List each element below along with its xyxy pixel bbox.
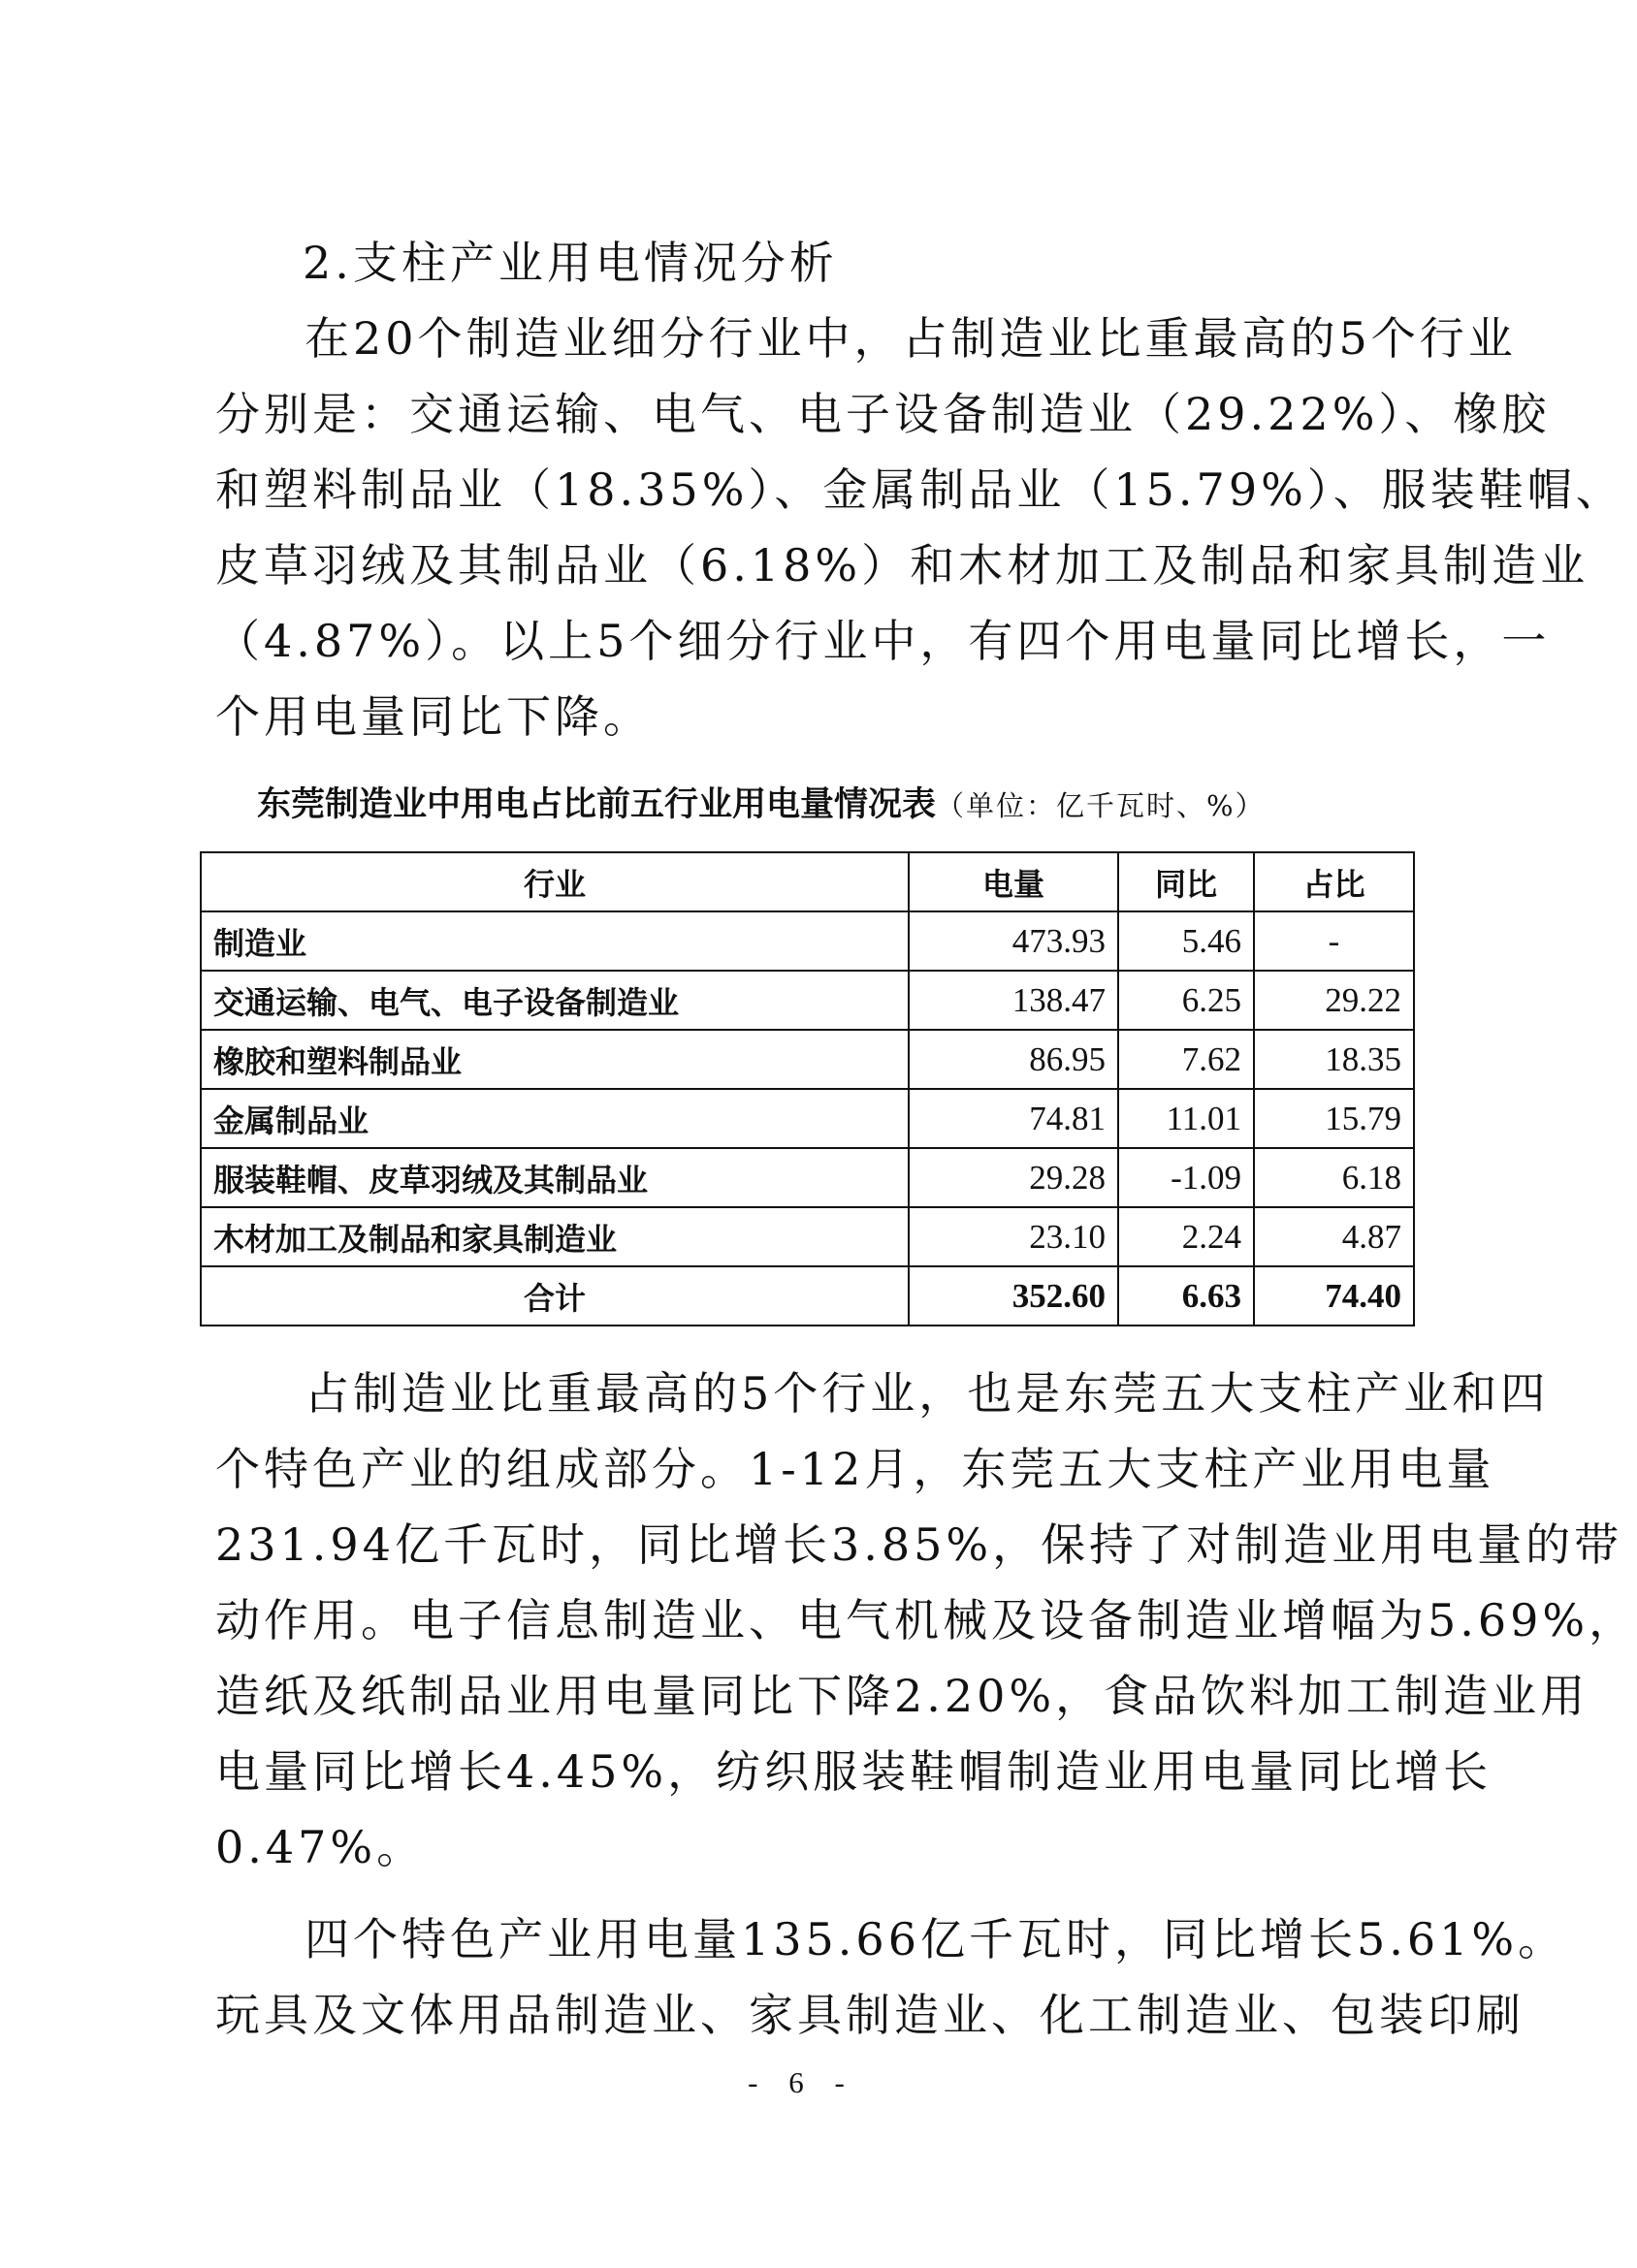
share-cell: 6.18	[1254, 1148, 1414, 1207]
column-header: 电量	[909, 852, 1118, 911]
table-row	[201, 911, 1414, 971]
paragraph-line: 四个特色产业用电量135.66亿千瓦时，同比增长5.61%。	[305, 1913, 1567, 1965]
paragraph-line: 皮草羽绒及其制品业（6.18%）和木材加工及制品和家具制造业	[215, 539, 1589, 591]
yoy-cell: 2.24	[1118, 1207, 1254, 1266]
power-cell: 29.28	[909, 1148, 1118, 1207]
column-header: 行业	[201, 852, 909, 911]
industry-cell: 制造业	[201, 911, 909, 971]
column-header: 占比	[1254, 852, 1414, 911]
table-caption	[257, 776, 1266, 835]
share-cell: 15.79	[1254, 1089, 1414, 1148]
total-label-cell: 合计	[201, 1266, 909, 1326]
paragraph-line: 动作用。电子信息制造业、电气机械及设备制造业增幅为5.69%，	[215, 1594, 1637, 1646]
industry-cell: 金属制品业	[201, 1089, 909, 1148]
paragraph-1	[215, 301, 1624, 754]
paragraph-line: 分别是：交通运输、电气、电子设备制造业（29.22%）、橡胶	[215, 388, 1551, 440]
yoy-cell: 7.62	[1118, 1030, 1254, 1089]
yoy-cell: -1.09	[1118, 1148, 1254, 1207]
paragraph-line: 电量同比增长4.45%，纺织服装鞋帽制造业用电量同比增长	[215, 1745, 1493, 1798]
share-cell: 18.35	[1254, 1030, 1414, 1089]
paragraph-line: 个用电量同比下降。	[215, 690, 652, 743]
industry-cell: 服装鞋帽、皮草羽绒及其制品业	[201, 1148, 909, 1207]
industry-cell: 木材加工及制品和家具制造业	[201, 1207, 909, 1266]
table-row	[201, 971, 1414, 1030]
section-heading: 2.支柱产业用电情况分析	[303, 237, 838, 289]
industry-cell: 交通运输、电气、电子设备制造业	[201, 971, 909, 1030]
total-power-cell: 352.60	[909, 1266, 1118, 1326]
power-cell: 473.93	[909, 911, 1118, 971]
paragraph-line: 占制造业比重最高的5个行业，也是东莞五大支柱产业和四	[305, 1367, 1550, 1420]
table-header-row	[201, 852, 1414, 911]
paragraph-line: 造纸及纸制品业用电量同比下降2.20%，食品饮料加工制造业用	[215, 1670, 1589, 1722]
total-share-cell: 74.40	[1254, 1266, 1414, 1326]
table-row	[201, 1030, 1414, 1089]
total-yoy-cell: 6.63	[1118, 1266, 1254, 1326]
paragraph-line: 231.94亿千瓦时，同比增长3.85%，保持了对制造业用电量的带	[215, 1518, 1623, 1571]
power-cell: 74.81	[909, 1089, 1118, 1148]
table-row	[201, 1148, 1414, 1207]
paragraph-3	[215, 1901, 1567, 2053]
column-header: 同比	[1118, 852, 1254, 911]
table-row	[201, 1207, 1414, 1266]
paragraph-line: 在20个制造业细分行业中，占制造业比重最高的5个行业	[305, 312, 1517, 365]
yoy-cell: 11.01	[1118, 1089, 1254, 1148]
paragraph-line: （4.87%）。以上5个细分行业中，有四个用电量同比增长，一	[215, 615, 1551, 667]
page-number: - 6 -	[748, 2065, 856, 2099]
table-row	[201, 1089, 1414, 1148]
paragraph-line: 玩具及文体用品制造业、家具制造业、化工制造业、包装印刷	[215, 1989, 1525, 2041]
paragraph-2	[215, 1356, 1637, 1885]
data-table	[200, 851, 1415, 1326]
power-cell: 86.95	[909, 1030, 1118, 1089]
yoy-cell: 5.46	[1118, 911, 1254, 971]
share-cell: 4.87	[1254, 1207, 1414, 1266]
table-title: 东莞制造业中用电占比前五行业用电量情况表	[257, 785, 937, 824]
paragraph-line: 个特色产业的组成部分。1-12月，东莞五大支柱产业用电量	[215, 1443, 1495, 1495]
yoy-cell: 6.25	[1118, 971, 1254, 1030]
power-cell: 138.47	[909, 971, 1118, 1030]
share-cell: 29.22	[1254, 971, 1414, 1030]
paragraph-line: 和塑料制品业（18.35%）、金属制品业（15.79%）、服装鞋帽、	[215, 463, 1624, 516]
table-unit: （单位：亿千瓦时、%）	[936, 789, 1266, 822]
power-cell: 23.10	[909, 1207, 1118, 1266]
table-total-row	[201, 1266, 1414, 1326]
paragraph-line: 0.47%。	[215, 1821, 426, 1873]
industry-cell: 橡胶和塑料制品业	[201, 1030, 909, 1089]
share-cell: -	[1254, 911, 1414, 971]
